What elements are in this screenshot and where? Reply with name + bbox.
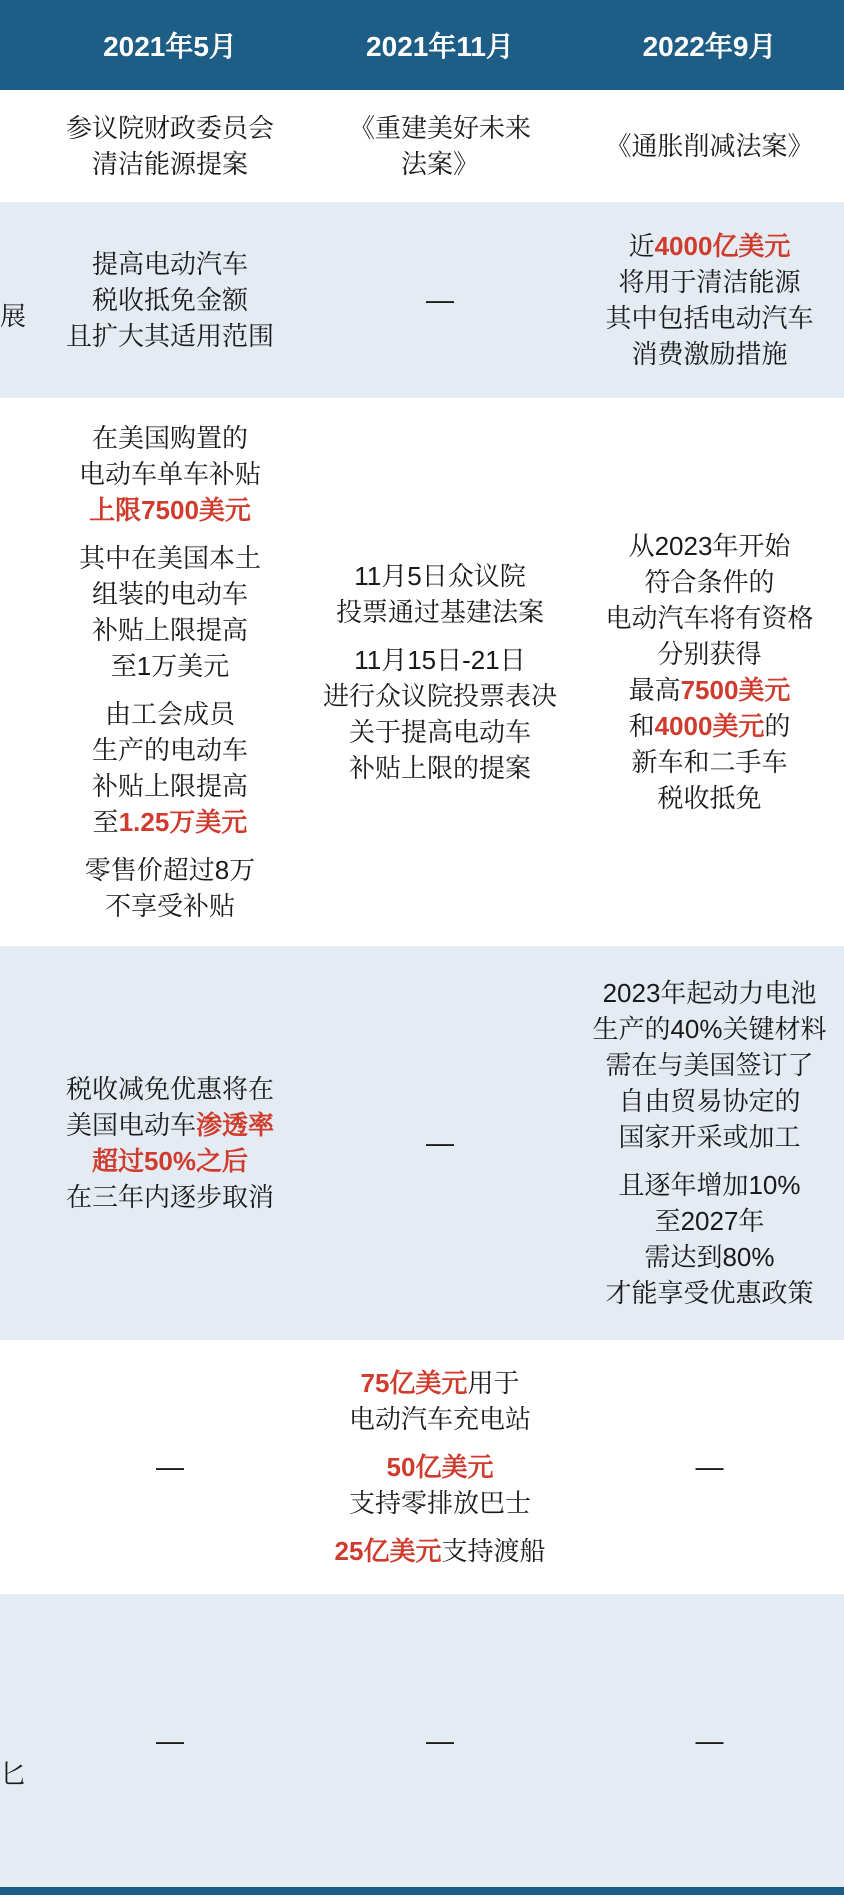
cell-r4-c1 [40, 946, 300, 1340]
highlight-amount: 25亿美元 [334, 1536, 442, 1566]
cell-r5-c2 [300, 1340, 580, 1594]
text-line: 补贴上限提高 [91, 615, 248, 645]
table-row-2 [0, 202, 844, 398]
text-line: 税收抵免金额 [91, 285, 248, 315]
text-line: 清洁能源提案 [91, 149, 248, 179]
table-row-6 [0, 1594, 844, 1887]
text-fragment: 美国电动车 [65, 1110, 196, 1140]
empty-dash: — [156, 1724, 184, 1756]
cell-r6-c2 [300, 1594, 580, 1887]
text-line: 电动汽车充电站 [348, 1404, 531, 1434]
highlight-text: 渗透率 [196, 1110, 275, 1140]
text-line: 消费激励措施 [631, 339, 788, 369]
paragraph [592, 975, 826, 1155]
text-line: 税收抵免 [657, 783, 762, 813]
row-label-fragment: 匕 [0, 1759, 27, 1789]
text-line: 电动汽车将有资格 [605, 603, 814, 633]
text-line: 提高电动汽车 [91, 249, 248, 279]
text-line: 《重建美好未来 [348, 113, 531, 143]
header-col-2022-sep: 2022年9月 [642, 31, 777, 62]
row-label-fragment: 展 [0, 301, 27, 331]
text-line: 11月5日众议院 [354, 561, 526, 591]
empty-dash: — [695, 1724, 724, 1756]
paragraph [92, 696, 248, 840]
header-col-2021-may: 2021年5月 [103, 31, 237, 62]
cell-r3-c2 [300, 398, 580, 946]
cell-r5-c1 [40, 1340, 300, 1594]
table-bottom-border [0, 1887, 844, 1895]
text-line [66, 1107, 274, 1143]
text-line: 参议院财政委员会 [65, 113, 274, 143]
empty-dash: — [156, 1451, 184, 1482]
highlight-text: 超过50%之后 [91, 1146, 249, 1176]
text-line: 进行众议院投票表决 [322, 681, 557, 711]
paragraph [323, 642, 557, 786]
highlight-amount: 4000亿美元 [654, 231, 791, 261]
text-line: 电动车单车补贴 [78, 459, 261, 489]
paragraph [79, 420, 261, 528]
cell-r1-c3 [575, 90, 844, 202]
text-line [335, 1533, 546, 1569]
cell-r4-c3 [575, 946, 844, 1340]
text-fragment: 近 [628, 231, 655, 261]
cell-r3-c1 [40, 398, 300, 946]
paragraph [349, 1365, 531, 1437]
text-line: 法案》 [400, 149, 479, 179]
highlight-amount: 50亿美元 [386, 1452, 494, 1482]
table-header [0, 0, 844, 90]
cell-r5-c3 [575, 1340, 844, 1594]
text-line [629, 672, 791, 708]
text-line: 需达到80% [644, 1242, 775, 1272]
text-line: 从2023年开始 [628, 531, 791, 561]
empty-dash: — [426, 284, 454, 315]
cell-r2-c1 [40, 202, 300, 398]
header-col-2021-nov: 2021年11月 [366, 31, 514, 62]
text-line: 需在与美国签订了 [605, 1050, 814, 1080]
text-line: 新车和二手车 [631, 747, 788, 777]
text-line: 才能享受优惠政策 [605, 1278, 814, 1308]
text-line: 支持零排放巴士 [348, 1488, 531, 1518]
text-line: 在三年内逐步取消 [65, 1182, 274, 1212]
highlight-amount: 7500美元 [680, 675, 791, 705]
text-fragment: 支持渡船 [441, 1536, 546, 1566]
text-line [629, 228, 791, 264]
highlight-amount: 1.25万美元 [118, 807, 248, 837]
table-row-4 [0, 946, 844, 1340]
cell-r6-c1 [40, 1594, 300, 1887]
text-line: 其中在美国本土 [78, 543, 261, 573]
cell-r2-c3 [575, 202, 844, 398]
paragraph [79, 540, 261, 684]
text-line [629, 708, 791, 744]
table-row-bill-names [0, 90, 844, 202]
cell-r6-c3 [575, 1594, 844, 1887]
empty-dash: — [695, 1451, 724, 1482]
text-fragment: 用于 [467, 1368, 520, 1398]
text-line: 将用于清洁能源 [618, 267, 801, 297]
text-line: 由工会成员 [104, 699, 235, 729]
cell-r1-c2 [300, 90, 580, 202]
text-line [349, 1365, 531, 1401]
text-fragment: 的 [764, 711, 791, 741]
paragraph [85, 852, 255, 924]
text-line: 关于提高电动车 [348, 717, 531, 747]
text-line: 《通胀削减法案》 [605, 131, 814, 161]
cell-r3-c3 [575, 398, 844, 946]
text-line: 至2027年 [654, 1206, 765, 1236]
text-line: 零售价超过8万 [84, 855, 256, 885]
text-fragment: 和 [628, 711, 655, 741]
highlight-amount: 上限7500美元 [89, 495, 251, 525]
text-line: 补贴上限的提案 [348, 753, 531, 783]
text-line: 至1万美元 [110, 651, 230, 681]
paragraph [349, 1449, 531, 1521]
text-line: 在美国购置的 [91, 423, 248, 453]
text-line: 且扩大其适用范围 [65, 321, 274, 351]
text-line: 国家开采或加工 [618, 1122, 801, 1152]
text-fragment: 最高 [628, 675, 681, 705]
table-row-5 [0, 1340, 844, 1594]
text-line: 2023年起动力电池 [602, 978, 817, 1008]
text-line: 其中包括电动汽车 [605, 303, 814, 333]
cell-r1-c1 [40, 90, 300, 202]
text-line [92, 804, 248, 840]
empty-dash: — [426, 1127, 454, 1158]
highlight-amount: 75亿美元 [360, 1368, 468, 1398]
highlight-amount: 4000美元 [654, 711, 765, 741]
text-line: 组装的电动车 [91, 579, 248, 609]
text-line: 补贴上限提高 [91, 771, 248, 801]
empty-dash: — [426, 1724, 454, 1756]
text-line: 且逐年增加10% [618, 1170, 801, 1200]
table-row-3 [0, 398, 844, 946]
text-line: 分别获得 [657, 639, 762, 669]
text-fragment: 至 [92, 807, 119, 837]
text-line: 符合条件的 [644, 567, 775, 597]
cell-r2-c2 [300, 202, 580, 398]
text-line: 生产的电动车 [91, 735, 248, 765]
text-line: 不享受补贴 [104, 891, 235, 921]
paragraph [605, 1167, 813, 1311]
cell-r4-c2 [300, 946, 580, 1340]
text-line: 税收减免优惠将在 [65, 1074, 274, 1104]
text-line: 投票通过基建法案 [335, 597, 544, 627]
paragraph [336, 558, 544, 630]
text-line: 自由贸易协定的 [618, 1086, 801, 1116]
text-line: 生产的40%关键材料 [592, 1014, 827, 1044]
paragraph [335, 1533, 546, 1569]
text-line: 11月15日-21日 [354, 645, 526, 675]
